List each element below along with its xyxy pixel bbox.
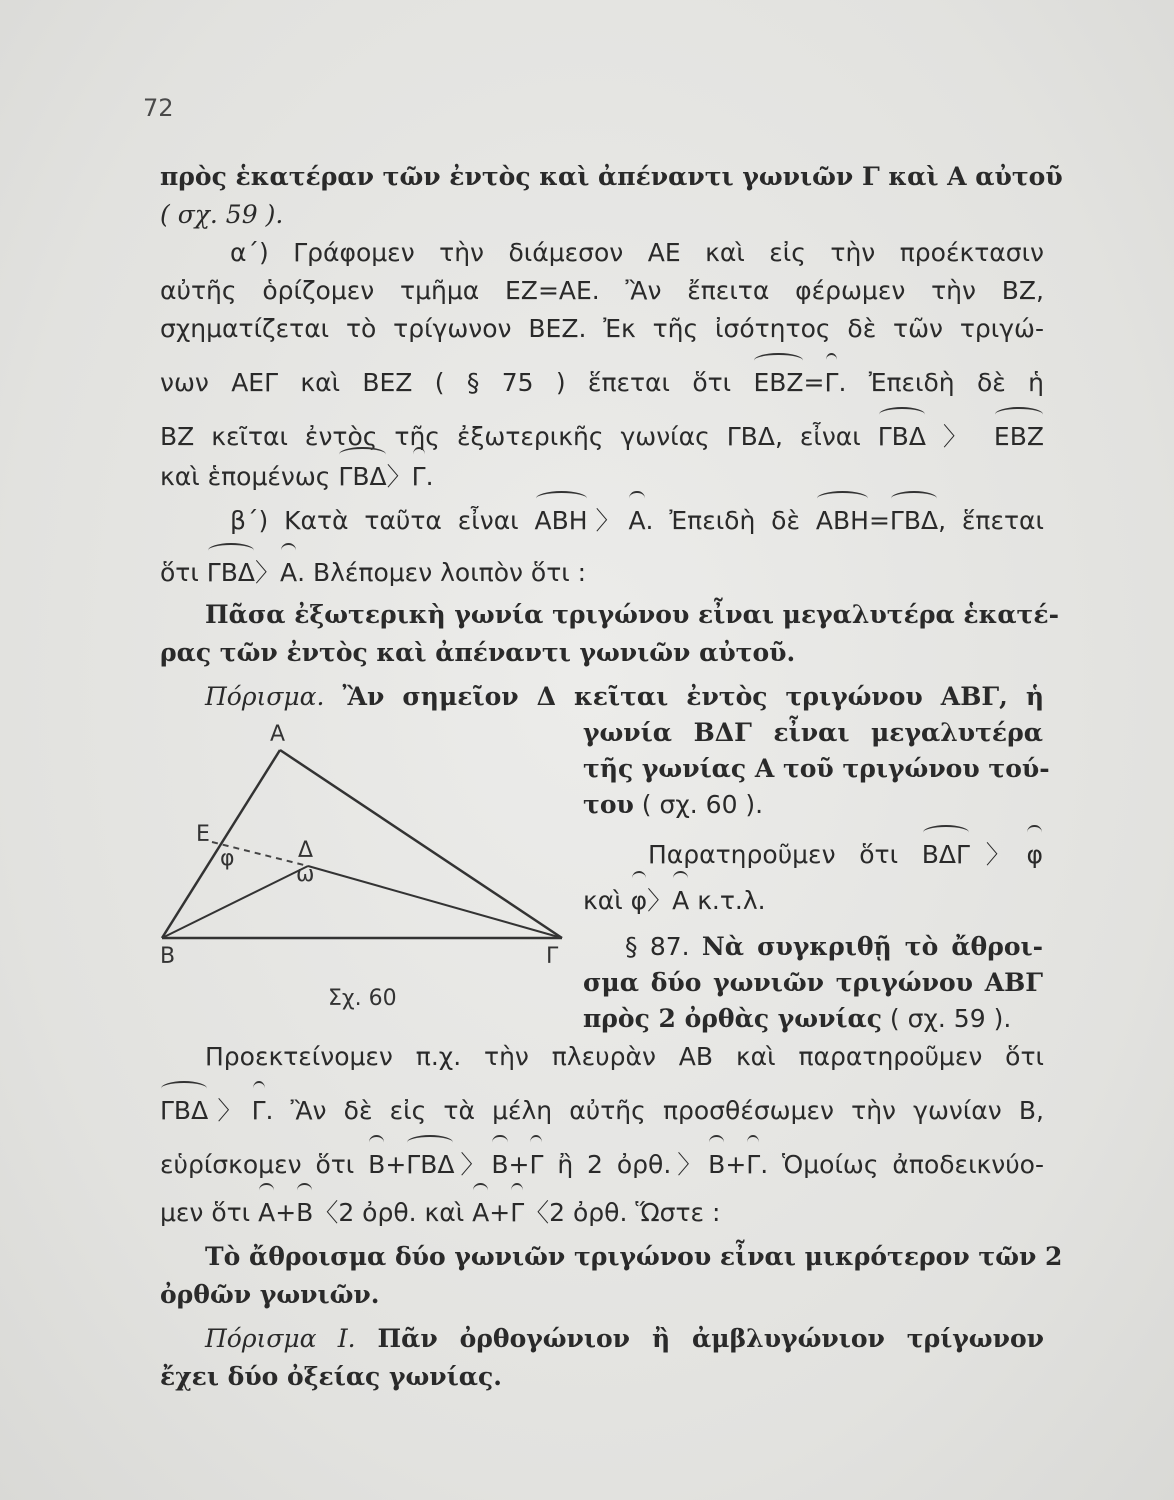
- label-a: Α: [270, 722, 286, 747]
- text-line-5: σχηματίζεται τὸ τρίγωνον ΒΕΖ. Ἐκ τῆς ἰσότητος δὲ τῶν τριγώ-: [160, 314, 1044, 343]
- section-87-heading: [625, 930, 1043, 964]
- angle-arc: ΑΒΗ: [535, 504, 588, 538]
- angle-arc: Β: [491, 1148, 508, 1182]
- text: 〉: [925, 422, 994, 451]
- corollary-label: Πόρισμα Ι.: [205, 1324, 356, 1353]
- theorem-2-line-2: ὀρθῶν γωνιῶν.: [160, 1280, 380, 1309]
- corollary-label: Πόρισμα.: [205, 682, 325, 711]
- angle-arc: φ: [631, 884, 648, 918]
- corollary-1-line-2: ἔχει δύο ὀξείας γωνίας.: [160, 1362, 502, 1391]
- text-line-9: [230, 504, 1044, 538]
- figure-60: [140, 720, 580, 1010]
- text: 〉: [208, 1096, 252, 1125]
- text: . Ἂν δὲ εἰς τὰ μέλη αὐτῆς προσθέσωμεν τὴν γωνίαν Β,: [265, 1096, 1044, 1125]
- angle-arc: ΒΔΓ: [922, 838, 970, 872]
- angle-arc: ΓΒΔ: [160, 1094, 208, 1128]
- text: ΒΖ κεῖται ἐντὸς τῆς ἐξωτερικῆς γωνίας ΓΒΔ, εἶναι: [160, 422, 878, 451]
- text: ( σχ. 59 ).: [881, 1004, 1012, 1033]
- page-number: 72: [143, 94, 174, 122]
- angle-arc: Β: [296, 1196, 313, 1230]
- right-line-1: γωνία ΒΔΓ εἶναι μεγαλυτέρα: [583, 718, 1043, 747]
- text-line-2: ( σχ. 59 ).: [160, 200, 284, 229]
- text-line-14: Προεκτείνομεν π.χ. τὴν πλευρὰν ΑΒ καὶ παρατηροῦμεν ὅτι: [205, 1042, 1044, 1071]
- text-line-8: [160, 460, 1044, 494]
- text: +: [508, 1150, 530, 1179]
- corollary-1-line: [205, 1322, 1044, 1356]
- text: +: [275, 1198, 297, 1227]
- text: Ἂν σημεῖον Δ κεῖται ἐντὸς τριγώνου ΑΒΓ, ἡ: [324, 682, 1044, 711]
- text-line-3: α΄) Γράφομεν τὴν διάμεσον ΑΕ καὶ εἰς τὴν προέκτασιν: [230, 238, 1044, 267]
- angle-arc: Γ: [746, 1148, 760, 1182]
- text: 〉: [254, 558, 280, 587]
- text: +: [725, 1150, 747, 1179]
- text-line-17: [160, 1196, 1044, 1230]
- text: ἢ 2 ὀρθ.〉: [543, 1150, 709, 1179]
- text: , ἕπεται: [938, 506, 1044, 535]
- angle-arc: Γ: [412, 460, 426, 494]
- label-d: Δ: [298, 838, 314, 863]
- text: 〉: [454, 1150, 492, 1179]
- text: +: [385, 1150, 407, 1179]
- text: καὶ: [583, 886, 631, 915]
- angle-arc: Α: [472, 1196, 489, 1230]
- right-line-3: [583, 788, 1043, 822]
- angle-arc: Γ: [510, 1196, 524, 1230]
- right-line-2: τῆς γωνίας Α τοῦ τριγώνου τού-: [583, 754, 1050, 783]
- angle-arc: φ: [1026, 838, 1043, 872]
- right-line-8: [583, 1002, 1043, 1036]
- text: του: [583, 790, 634, 819]
- angle-arc: ΕΒΖ: [994, 420, 1044, 454]
- text: μεν ὅτι: [160, 1198, 259, 1227]
- text: Πᾶν ὀρθογώνιον ἢ ἀμβλυγώνιον τρίγωνον: [355, 1324, 1044, 1353]
- angle-arc: Γ: [529, 1148, 543, 1182]
- label-phi: φ: [220, 846, 235, 871]
- text: ( σχ. 60 ).: [633, 790, 764, 819]
- angle-arc: ΑΒΗ: [816, 504, 869, 538]
- text: Παρατηροῦμεν ὅτι: [648, 840, 922, 869]
- text: . Ὁμοίως ἀποδεικνύο-: [760, 1150, 1045, 1179]
- right-line-4: [648, 838, 1043, 872]
- angle-arc: Α: [280, 556, 297, 590]
- text: . Βλέπομεν λοιπὸν ὅτι :: [297, 558, 587, 587]
- angle-arc: ΓΒΔ: [890, 504, 938, 538]
- text: . Ἐπειδὴ δὲ: [645, 506, 816, 535]
- label-g: Γ: [546, 944, 559, 969]
- angle-arc: ΓΒΔ: [878, 420, 926, 454]
- figure-caption: Σχ. 60: [328, 986, 397, 1011]
- text: . Ἐπειδὴ δὲ ἡ: [838, 368, 1044, 397]
- text-line-6: [160, 366, 1044, 400]
- text: νων ΑΕΓ καὶ ΒΕΖ ( § 75 ) ἕπεται ὅτι: [160, 368, 754, 397]
- text-line-10: [160, 556, 1044, 590]
- text-line-16: [160, 1148, 1044, 1182]
- text: ὅτι: [160, 558, 207, 587]
- text-line-4: αὐτῆς ὁρίζομεν τμῆμα ΕΖ=ΑΕ. Ἂν ἔπειτα φέρωμεν τὴν ΒΖ,: [160, 276, 1044, 305]
- angle-arc: ΓΒΔ: [207, 556, 255, 590]
- segment-dg: [308, 866, 562, 938]
- angle-arc: Γ: [825, 366, 839, 400]
- text-line-7: [160, 420, 1044, 454]
- text-line-15: [160, 1094, 1044, 1128]
- angle-arc: Α: [672, 884, 689, 918]
- text: εὑρίσκομεν ὅτι: [160, 1150, 369, 1179]
- label-b: Β: [160, 944, 176, 969]
- text: 〈2 ὀρθ. Ὥστε :: [524, 1198, 721, 1227]
- text: β΄) Κατὰ ταῦτα εἶναι: [230, 506, 535, 535]
- text: Νὰ συγκριθῇ τὸ ἄθροι-: [701, 932, 1044, 961]
- angle-arc: Α: [628, 504, 645, 538]
- text: 〉: [969, 840, 1027, 869]
- text: 〈2 ὀρθ. καὶ: [313, 1198, 473, 1227]
- angle-arc: Α: [258, 1196, 275, 1230]
- side-ag: [280, 750, 562, 938]
- text: .: [425, 462, 434, 491]
- label-omega: ω: [296, 862, 315, 887]
- theorem-2-line-1: Τὸ ἄθροισμα δύο γωνιῶν τριγώνου εἶναι μικρότερον τῶν 2: [205, 1242, 1063, 1271]
- text: πρὸς ἑκατέραν τῶν ἐντὸς καὶ ἀπέναντι γωνιῶν Γ καὶ Α αὐτοῦ: [160, 162, 1063, 191]
- theorem-line-1: Πᾶσα ἐξωτερικὴ γωνία τριγώνου εἶναι μεγαλυτέρα ἑκατέ-: [205, 600, 1059, 629]
- text: =: [803, 368, 825, 397]
- angle-arc: Β: [708, 1148, 725, 1182]
- angle-arc: ΕΒΖ: [753, 366, 803, 400]
- theorem-line-2: ρας τῶν ἐντὸς καὶ ἀπέναντι γωνιῶν αὐτοῦ.: [160, 638, 796, 667]
- right-line-5: [583, 884, 1043, 918]
- right-line-7: σμα δύο γωνιῶν τριγώνου ΑΒΓ: [583, 968, 1043, 997]
- text: κ.τ.λ.: [689, 886, 766, 915]
- text: =: [868, 506, 890, 535]
- angle-arc: Β: [368, 1148, 385, 1182]
- corollary-line: [205, 680, 1044, 714]
- text: 〉: [587, 506, 629, 535]
- text: πρὸς 2 ὀρθὰς γωνίας: [583, 1004, 882, 1033]
- text: 〉: [386, 462, 412, 491]
- text-line-1: [160, 160, 1063, 194]
- section-number: § 87.: [625, 932, 702, 961]
- angle-arc: ΓΒΔ: [406, 1148, 454, 1182]
- angle-arc: ΓΒΔ: [338, 460, 386, 494]
- text: καὶ ἑπομένως: [160, 462, 339, 491]
- text: +: [489, 1198, 511, 1227]
- label-e: Ε: [196, 822, 210, 847]
- angle-arc: Γ: [252, 1094, 266, 1128]
- text: 〉: [647, 886, 673, 915]
